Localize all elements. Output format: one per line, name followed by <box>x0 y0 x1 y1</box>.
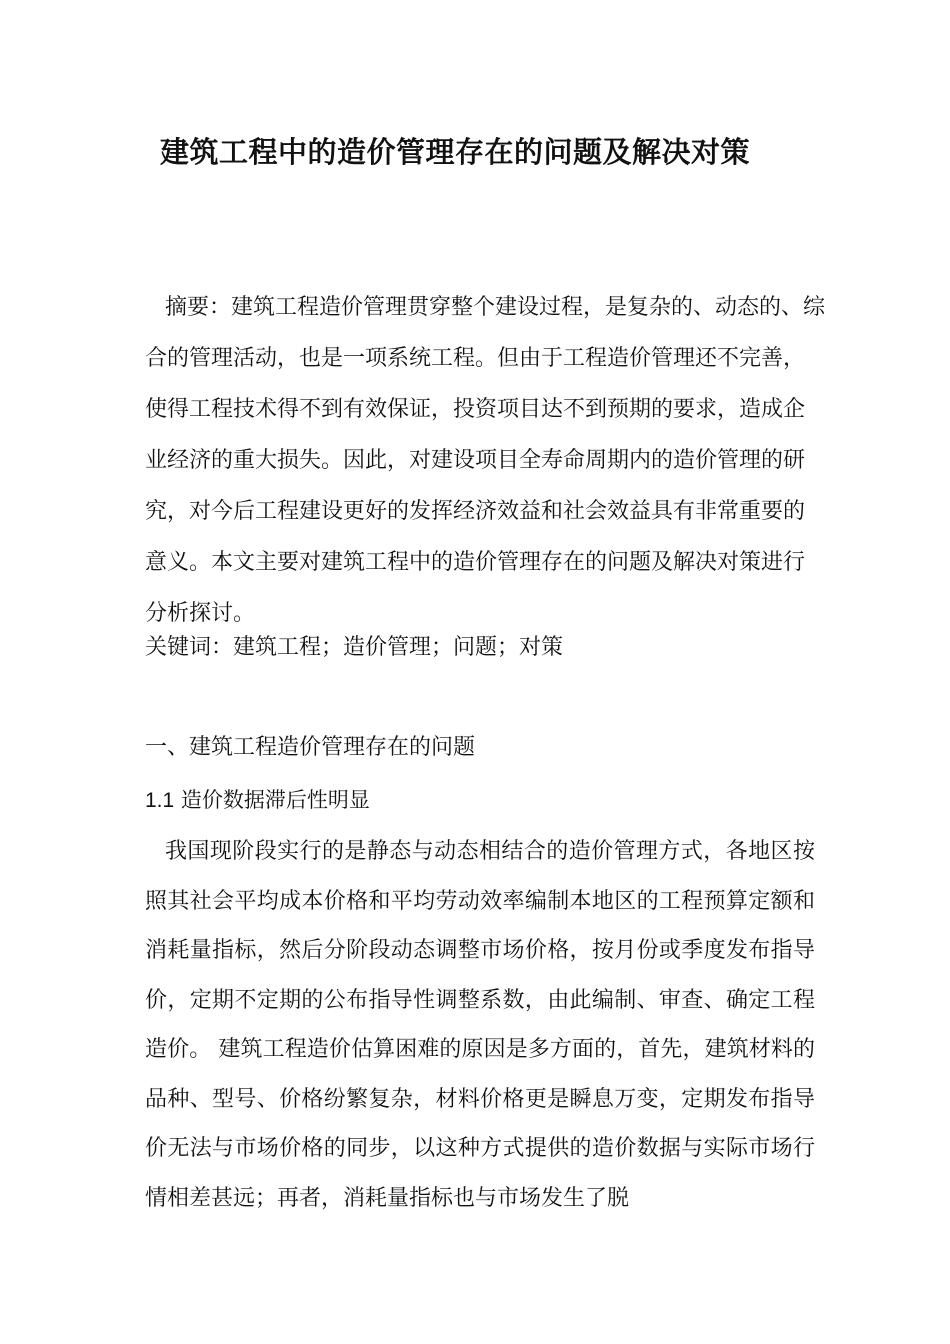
section-heading: 一、建筑工程造价管理存在的问题 <box>145 735 476 760</box>
keywords-line: 关键词：建筑工程；造价管理；问题；对策 <box>145 635 564 660</box>
body-paragraph: 我国现阶段实行的是静态与动态相结合的造价管理方式，各地区按照其社会平均成本价格和平均劳动效率编制本地区的工程预算定额和消耗量指标，然后分阶段动态调整市场价格，按月份或季度发布指导价，定期不定期的公布指导性调整系数，由此编制、审查、确定工程造价。 建筑工程造价估算困难的原因是多方面的，首先，建筑材料的品种、型号、价格纷繁复杂，材料价格更是瞬息万变，定期发布指导价无法与市场价格的同步，以这种方式提供的造价数据与实际市场行情相差甚远；再者，消耗量指标也与市场发生了脱 <box>145 839 815 1211</box>
subsection-number: 1.1 <box>145 789 175 812</box>
subsection-heading <box>145 780 370 821</box>
subsection-title: 造价数据滞后性明显 <box>180 788 370 812</box>
abstract-paragraph: 摘要：建筑工程造价管理贯穿整个建设过程，是复杂的、动态的、综合的管理活动，也是一项系统工程。但由于工程造价管理还不完善，使得工程技术得不到有效保证，投资项目达不到预期的要求，造成企业经济的重大损失。因此，对建设项目全寿命周期内的造价管理的研究，对今后工程建设更好的发挥经济效益和社会效益具有非常重要的意义。本文主要对建筑工程中的造价管理存在的问题及解决对策进行分析探讨。 <box>145 295 826 626</box>
document-title: 建筑工程中的造价管理存在的问题及解决对策 <box>160 135 751 169</box>
